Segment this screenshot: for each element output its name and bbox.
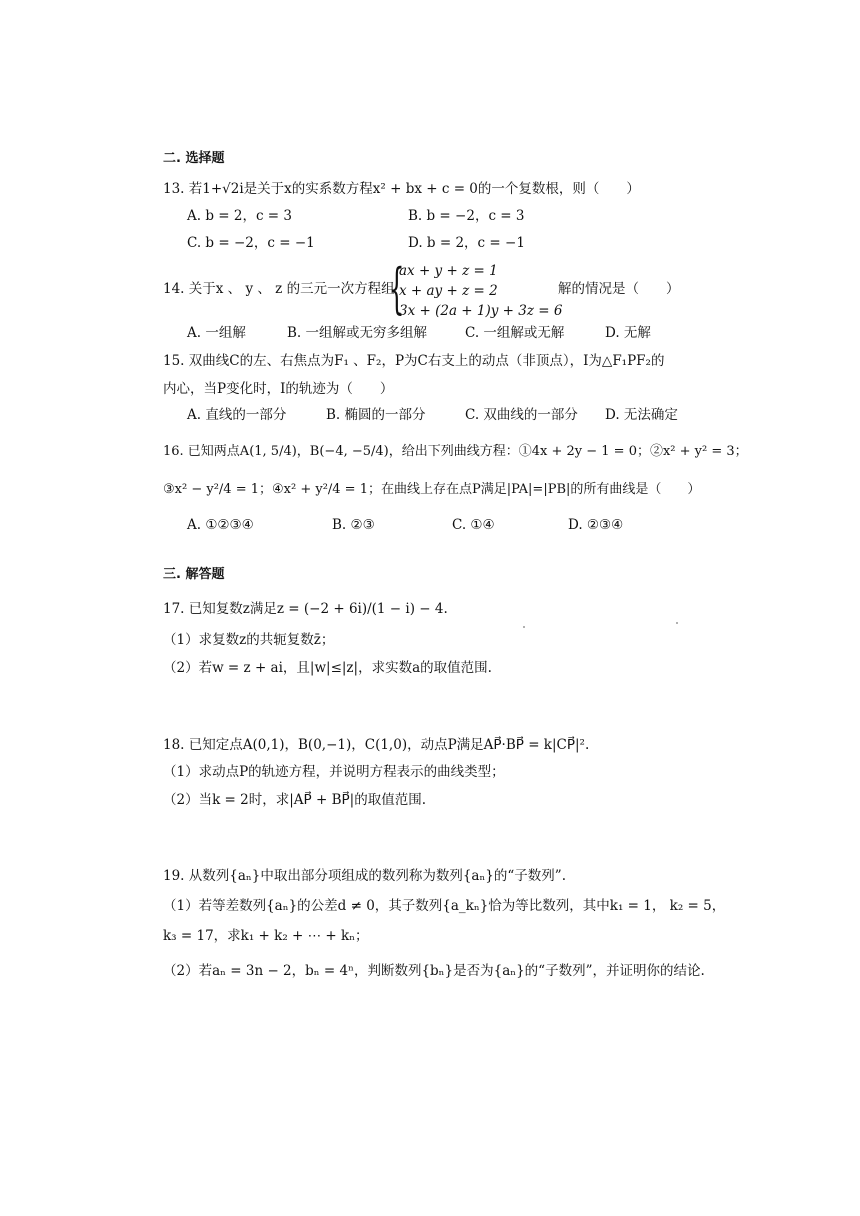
q19-part2: （2）若aₙ = 3n − 2，bₙ = 4ⁿ，判断数列{bₙ}是否为{aₙ}的“子数列”，并证明你的结论. [163, 963, 705, 979]
q16-option-a: A. ①②③④ [187, 517, 254, 533]
q14-option-a: A. 一组解 [187, 325, 246, 341]
q13-option-b: B. b = −2，c = 3 [408, 208, 525, 224]
q13-option-c: C. b = −2，c = −1 [187, 235, 315, 251]
q17-part2: （2）若w = z + ai，且|w|≤|z|，求实数a的取值范围. [163, 660, 492, 676]
section-title-choice: 二. 选择题 [163, 151, 225, 166]
section-title-answer: 三. 解答题 [163, 567, 225, 582]
q16-option-c: C. ①④ [452, 517, 495, 533]
q14-eq2: x + ay + z = 2 [399, 283, 498, 299]
q16-option-b: B. ②③ [332, 517, 375, 533]
q16-stem-line2: ③x² − y²/4 = 1；④x² + y²/4 = 1；在曲线上存在点P满足|PA|=|PB|的所有曲线是（ ） [163, 482, 701, 497]
q13-option-a: A. b = 2，c = 3 [187, 208, 293, 224]
q13-option-d: D. b = 2，c = −1 [408, 235, 525, 251]
q16-stem-line1: 16. 已知两点A(1, 5/4)，B(−4, −5/4)，给出下列曲线方程：①4x + 2y − 1 = 0；②x² + y² = 3； [163, 444, 748, 459]
q19-part1-line2: k₃ = 17，求k₁ + k₂ + ⋯ + kₙ； [163, 928, 369, 944]
scan-speck [676, 622, 678, 624]
q15-option-c: C. 双曲线的一部分 [465, 407, 578, 423]
q18-part1: （1）求动点P的轨迹方程，并说明方程表示的曲线类型； [163, 764, 505, 780]
q15-stem-line2: 内心，当P变化时，I的轨迹为（ ） [163, 381, 394, 397]
q14-stem-before: 14. 关于x 、 y 、 z 的三元一次方程组 [163, 281, 395, 297]
q19-part1-line1: （1）若等差数列{aₙ}的公差d ≠ 0，其子数列{a_kₙ}恰为等比数列，其中k₁ = 1， k₂ = 5， [163, 898, 726, 914]
q18-stem: 18. 已知定点A(0,1)，B(0,−1)，C(1,0)，动点P满足AP⃗·BP⃗ = k|CP⃗|². [163, 737, 590, 753]
q14-eq1: ax + y + z = 1 [399, 263, 498, 279]
q15-stem-line1: 15. 双曲线C的左、右焦点为F₁ 、F₂，P为C右支上的动点（非顶点），I为△F₁PF₂的 [163, 353, 665, 369]
q19-stem: 19. 从数列{aₙ}中取出部分项组成的数列称为数列{aₙ}的“子数列”. [163, 868, 566, 884]
q14-brace: { [389, 257, 405, 320]
scan-speck [523, 626, 525, 628]
q14-option-d: D. 无解 [605, 325, 651, 341]
q15-option-b: B. 椭圆的一部分 [326, 407, 426, 423]
q14-option-b: B. 一组解或无穷多组解 [287, 325, 428, 341]
q15-option-a: A. 直线的一部分 [187, 407, 287, 423]
q14-option-c: C. 一组解或无解 [465, 325, 565, 341]
q17-stem: 17. 已知复数z满足z = (−2 + 6i)/(1 − i) − 4. [163, 601, 448, 617]
q16-option-d: D. ②③④ [568, 517, 624, 533]
q14-stem-after: 解的情况是（ ） [558, 281, 680, 297]
q14-equation-system [389, 257, 563, 320]
q14-eq3: 3x + (2a + 1)y + 3z = 6 [399, 303, 563, 319]
q15-option-d: D. 无法确定 [605, 407, 678, 423]
q13-stem: 13. 若1+√2i是关于x的实系数方程x² + bx + c = 0的一个复数根，则（ ） [163, 181, 640, 197]
q18-part2: （2）当k = 2时，求|AP⃗ + BP⃗|的取值范围. [163, 792, 426, 808]
q17-part1: （1）求复数z的共轭复数z̄； [163, 632, 335, 648]
